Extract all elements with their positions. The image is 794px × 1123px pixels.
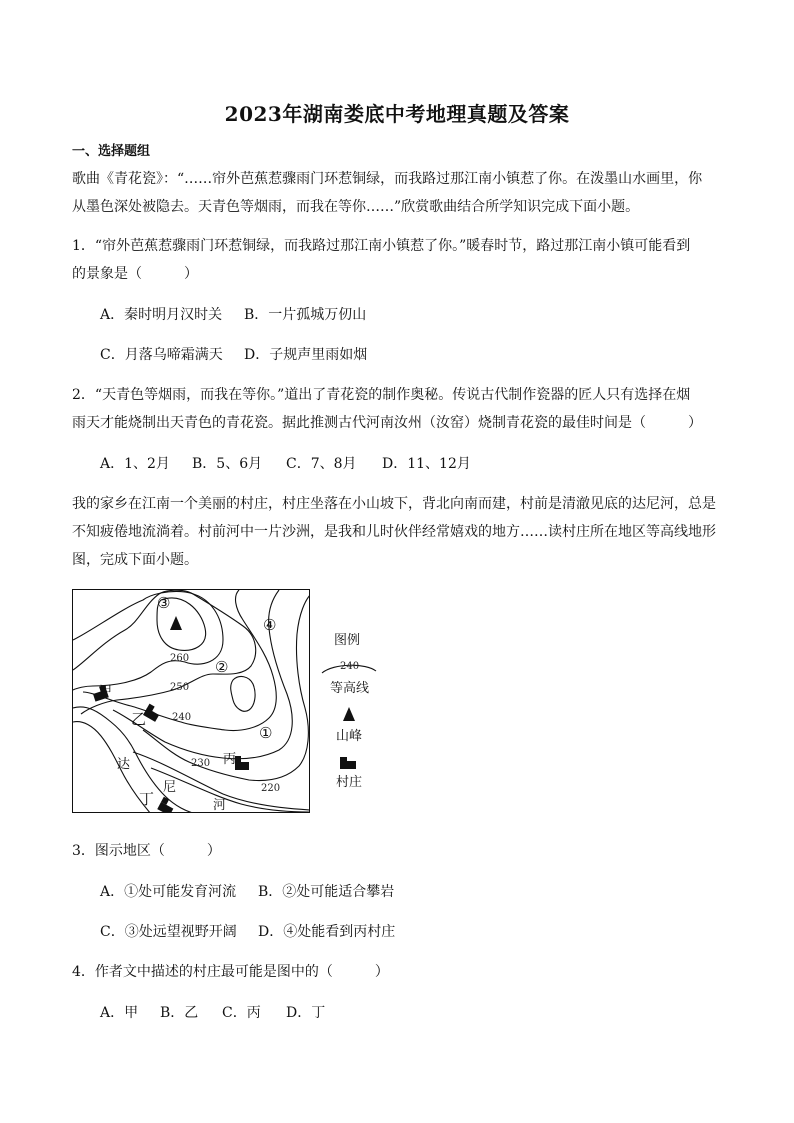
village-ding-label: 丁 <box>139 790 155 808</box>
legend-peak-symbol <box>342 707 356 721</box>
q1-stem-line2: 的景象是（ ） <box>72 266 198 282</box>
q4-option-d: D．丁 <box>286 1005 326 1021</box>
q2-option-a: A．1、2月 <box>100 456 170 472</box>
contour-value-250: 250 <box>170 682 190 693</box>
contour-map <box>72 589 310 813</box>
q3-option-d: D．④处能看到丙村庄 <box>258 924 396 940</box>
point-4-label: ④ <box>263 616 277 634</box>
q4-stem: 4．作者文中描述的村庄最可能是图中的（ ） <box>72 964 389 980</box>
river-char-he: 河 <box>213 798 227 813</box>
q2-stem-line2: 雨天才能烧制出天青色的青花瓷。据此推测古代河南汝州（汝窑）烧制青花瓷的最佳时间是（ ） <box>72 415 702 431</box>
contour-line <box>73 591 223 690</box>
q1-option-a: A．秦时明月汉时关 <box>100 307 223 323</box>
village-ding-marker <box>157 797 176 813</box>
point-1-label: ① <box>259 724 273 742</box>
legend-contour-value: 240 <box>340 661 360 672</box>
q1-stem-line1: 1．“帘外芭蕉惹骤雨门环惹铜绿，而我路过那江南小镇惹了你。”暖春时节，路过那江南小镇可能看到 <box>72 238 691 254</box>
contour-line <box>231 677 255 712</box>
q1-option-c: C．月落乌啼霜满天 <box>100 347 223 363</box>
q3-stem: 3．图示地区（ ） <box>72 843 221 859</box>
legend-peak-label: 山峰 <box>336 729 363 744</box>
contour-value-260: 260 <box>170 653 190 664</box>
q2-option-d: D．11、12月 <box>382 456 471 472</box>
q2-option-c: C．7、8月 <box>286 456 357 472</box>
q4-option-b: B．乙 <box>160 1005 199 1021</box>
q1-option-d: D．子规声里雨如烟 <box>244 347 368 363</box>
q2-stem-line1: 2．“天青色等烟雨，而我在等你。”道出了青花瓷的制作奥秘。传说古代制作瓷器的匠人只有选择在烟 <box>72 387 691 403</box>
q2-option-b: B．5、6月 <box>192 456 263 472</box>
legend-contour-label: 等高线 <box>330 681 370 696</box>
section-heading: 一、选择题组 <box>72 144 151 159</box>
q4-option-c: C．丙 <box>222 1005 261 1021</box>
village-jia-label: 甲 <box>99 684 113 699</box>
q4-option-a: A．甲 <box>100 1005 139 1021</box>
intro1-line2: 从墨色深处被隐去。天青色等烟雨，而我在等你……”欣赏歌曲结合所学知识完成下面小题。 <box>72 199 640 215</box>
q3-option-a: A．①处可能发育河流 <box>100 884 237 900</box>
point-3-label: ③ <box>157 594 171 612</box>
intro2-line2: 不知疲倦地流淌着。村前河中一片沙洲，是我和儿时伙伴经常嬉戏的地方……读村庄所在地区等高线地形 <box>72 524 716 540</box>
village-bing-label: 丙 <box>223 752 237 767</box>
peak-marker <box>170 616 182 630</box>
intro2-line3: 图，完成下面小题。 <box>72 552 198 568</box>
page-title: 2023年湖南娄底中考地理真题及答案 <box>224 102 570 126</box>
point-2-label: ② <box>215 658 229 676</box>
legend-village-label: 村庄 <box>336 775 363 790</box>
map-legend <box>320 625 390 795</box>
intro2-line1: 我的家乡在江南一个美丽的村庄，村庄坐落在小山坡下，背北向南而建，村前是清澈见底的达尼河，总是 <box>72 496 716 512</box>
contour-value-220: 220 <box>261 783 281 794</box>
river-char-da: 达 <box>117 757 131 772</box>
river-char-ni: 尼 <box>163 780 177 795</box>
contour-value-240: 240 <box>172 712 192 723</box>
legend-village-symbol <box>340 757 358 769</box>
legend-title: 图例 <box>334 633 361 648</box>
intro1-line1: 歌曲《青花瓷》：“……帘外芭蕉惹骤雨门环惹铜绿，而我路过那江南小镇惹了你。在泼墨山水画里，你 <box>72 171 703 187</box>
q1-option-b: B．一片孤城万仞山 <box>244 307 367 323</box>
village-yi-label: 乙 <box>131 710 147 728</box>
q3-option-b: B．②处可能适合攀岩 <box>258 884 395 900</box>
contour-value-230: 230 <box>191 758 211 769</box>
q3-option-c: C．③处远望视野开阔 <box>100 924 237 940</box>
